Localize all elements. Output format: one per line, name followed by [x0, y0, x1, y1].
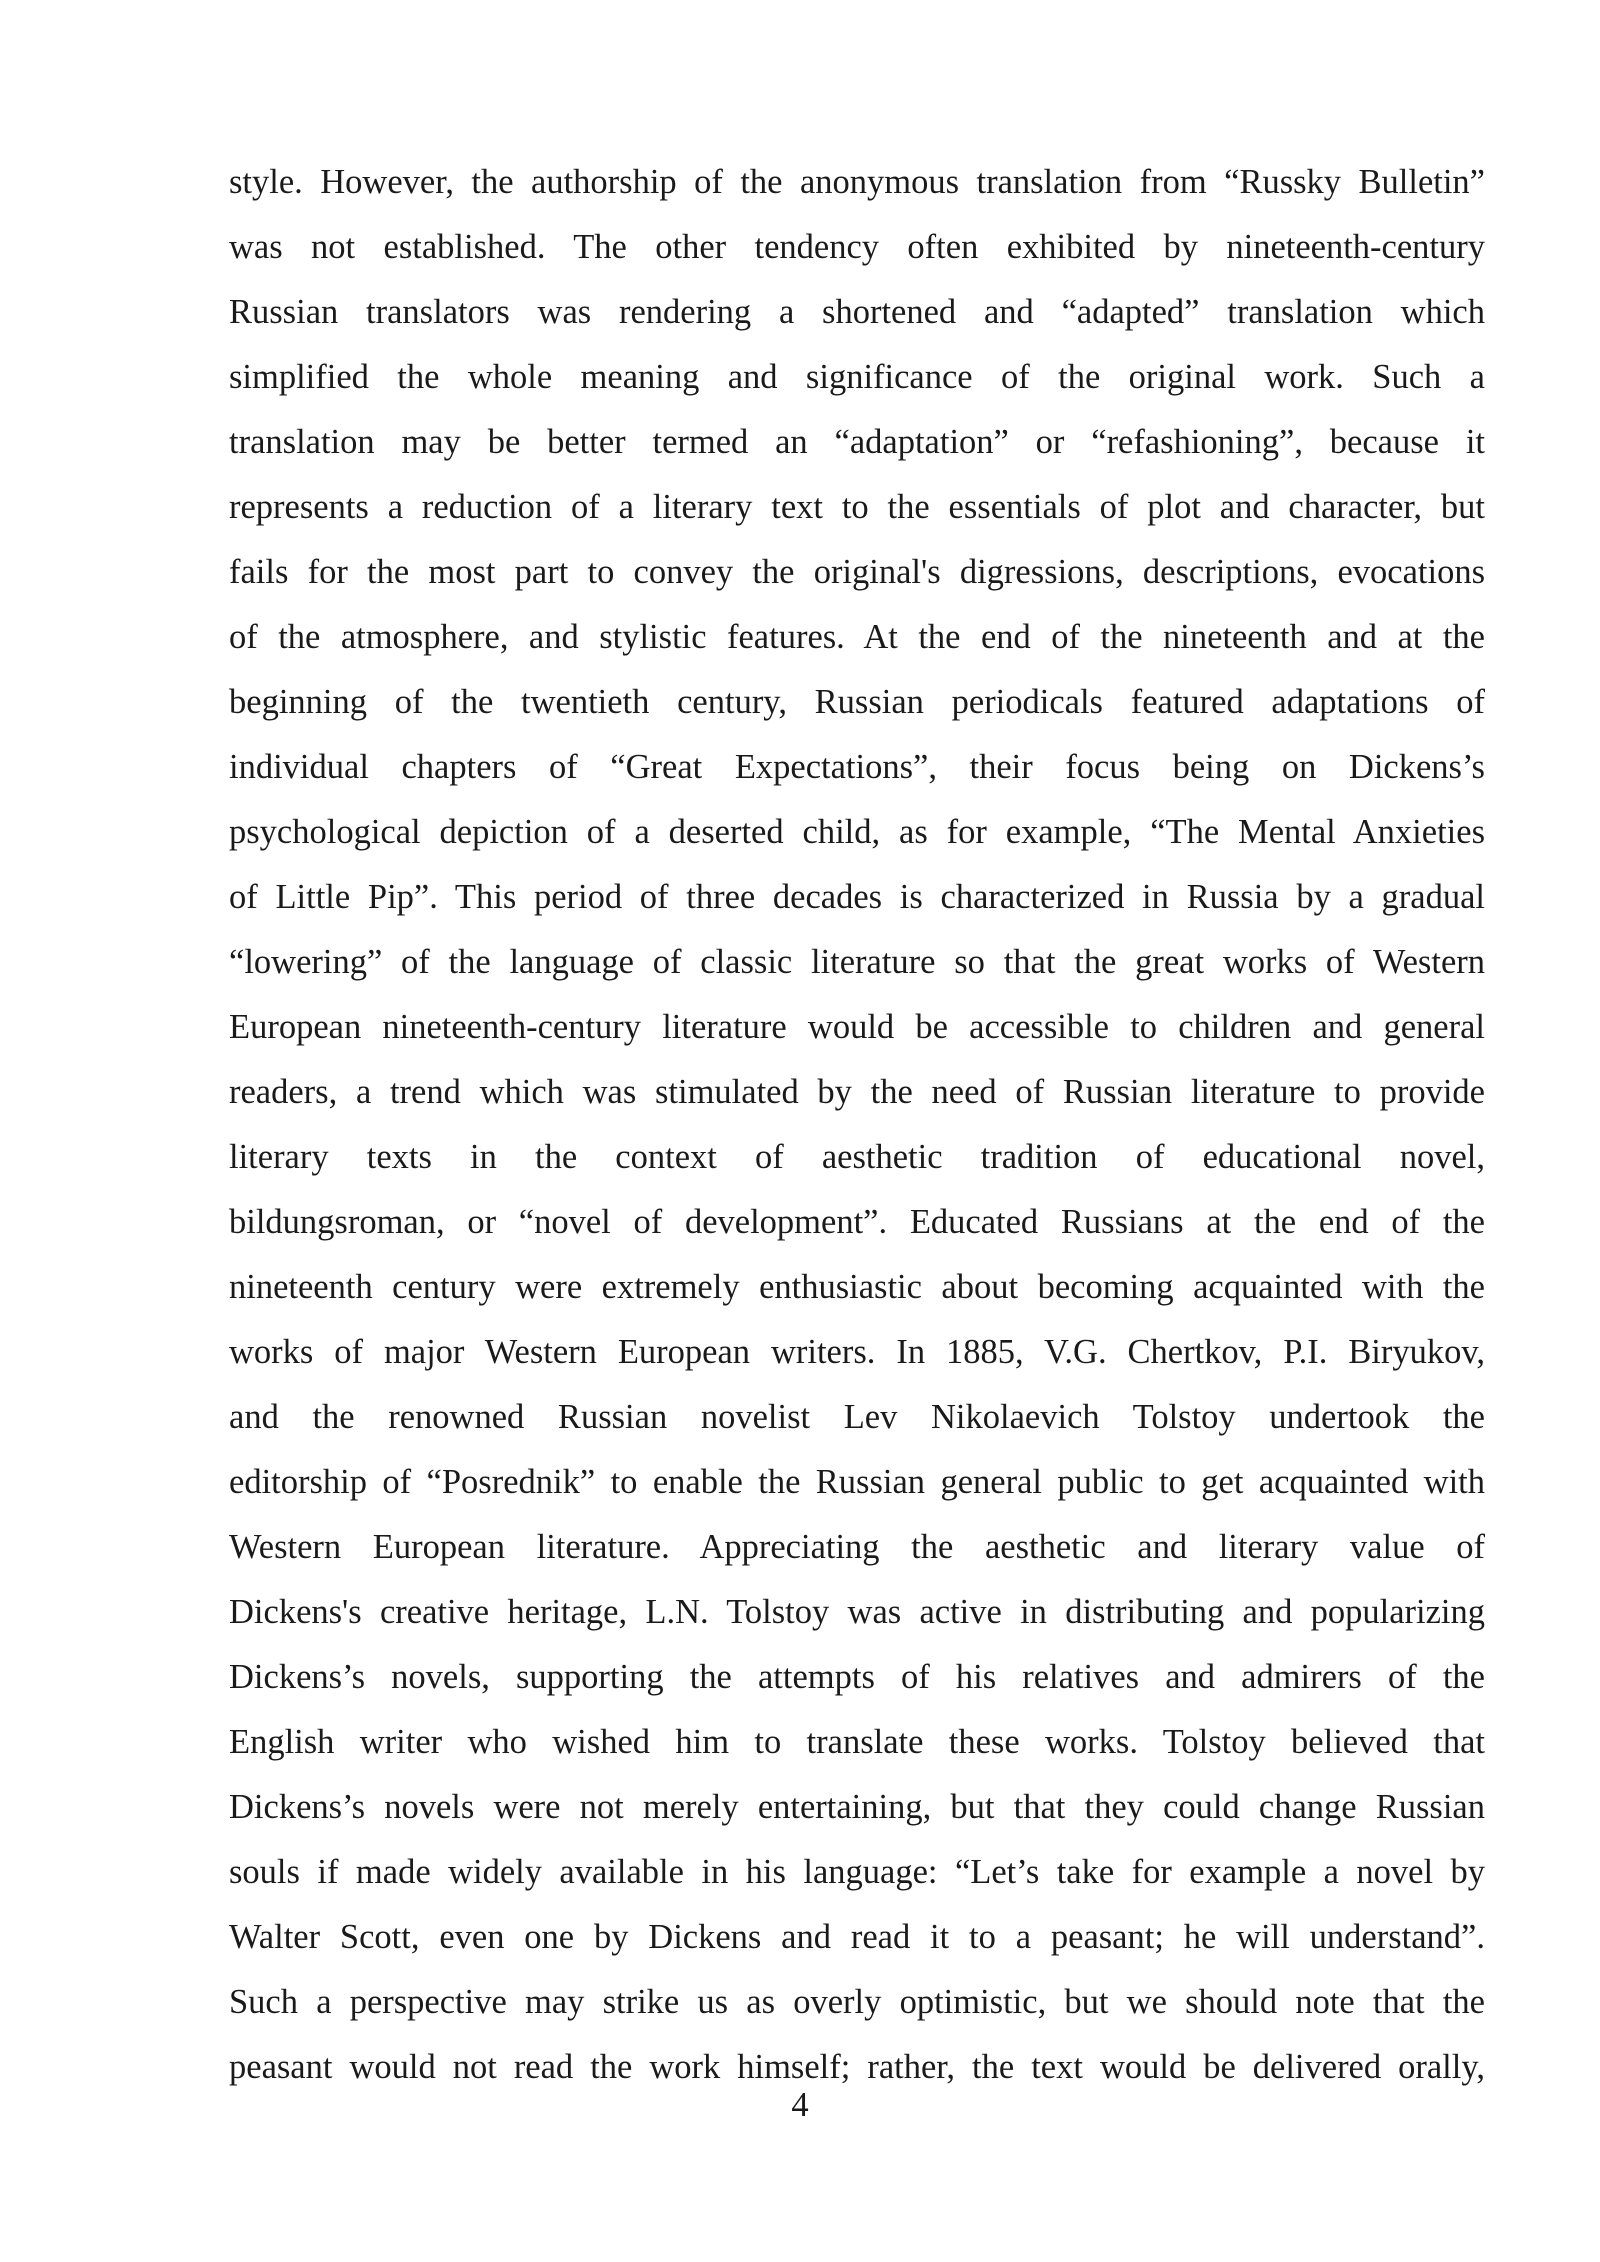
text-line: represents a reduction of a literary text to the essentials of plot and character, but	[229, 488, 1485, 526]
text-line: simplified the whole meaning and significance of the original work. Such a	[229, 358, 1485, 396]
text-line: of Little Pip”. This period of three decades is characterized in Russia by a gradual	[229, 878, 1485, 916]
text-line: English writer who wished him to translate these works. Tolstoy believed that	[229, 1723, 1485, 1761]
text-line: psychological depiction of a deserted child, as for example, “The Mental Anxieties	[229, 813, 1485, 851]
text-line: Such a perspective may strike us as overly optimistic, but we should note that the	[229, 1983, 1485, 2021]
text-line: editorship of “Posrednik” to enable the Russian general public to get acquainted with	[229, 1463, 1485, 1501]
text-line: Dickens’s novels were not merely entertaining, but that they could change Russian	[229, 1788, 1485, 1826]
text-line: style. However, the authorship of the anonymous translation from “Russky Bulletin”	[229, 163, 1485, 201]
text-line: “lowering” of the language of classic literature so that the great works of Western	[229, 943, 1485, 981]
text-line: translation may be better termed an “adaptation” or “refashioning”, because it	[229, 423, 1485, 461]
text-line: Dickens’s novels, supporting the attempts of his relatives and admirers of the	[229, 1658, 1485, 1696]
text-line: readers, a trend which was stimulated by the need of Russian literature to provide	[229, 1073, 1485, 1111]
text-line: literary texts in the context of aesthetic tradition of educational novel,	[229, 1138, 1485, 1176]
text-line: Walter Scott, even one by Dickens and read it to a peasant; he will understand”.	[229, 1918, 1485, 1956]
text-line: bildungsroman, or “novel of development”. Educated Russians at the end of the	[229, 1203, 1485, 1241]
text-line: Western European literature. Appreciating the aesthetic and literary value of	[229, 1528, 1485, 1566]
page-number: 4	[791, 2086, 809, 2124]
text-line: individual chapters of “Great Expectations”, their focus being on Dickens’s	[229, 748, 1485, 786]
text-line: fails for the most part to convey the original's digressions, descriptions, evocations	[229, 553, 1485, 591]
text-line: peasant would not read the work himself; rather, the text would be delivered orally,	[229, 2048, 1485, 2086]
text-line: and the renowned Russian novelist Lev Nikolaevich Tolstoy undertook the	[229, 1398, 1485, 1436]
text-line: beginning of the twentieth century, Russian periodicals featured adaptations of	[229, 683, 1485, 721]
body-paragraph	[229, 150, 1485, 2100]
text-line: of the atmosphere, and stylistic features. At the end of the nineteenth and at the	[229, 618, 1485, 656]
text-line: Russian translators was rendering a shortened and “adapted” translation which	[229, 293, 1485, 331]
text-line: Dickens's creative heritage, L.N. Tolstoy was active in distributing and popularizing	[229, 1593, 1485, 1631]
text-line: nineteenth century were extremely enthusiastic about becoming acquainted with the	[229, 1268, 1485, 1306]
text-line: was not established. The other tendency often exhibited by nineteenth-century	[229, 228, 1485, 266]
text-line: souls if made widely available in his language: “Let’s take for example a novel by	[229, 1853, 1485, 1891]
text-line: works of major Western European writers. In 1885, V.G. Chertkov, P.I. Biryukov,	[229, 1333, 1485, 1371]
text-line: European nineteenth-century literature would be accessible to children and general	[229, 1008, 1485, 1046]
